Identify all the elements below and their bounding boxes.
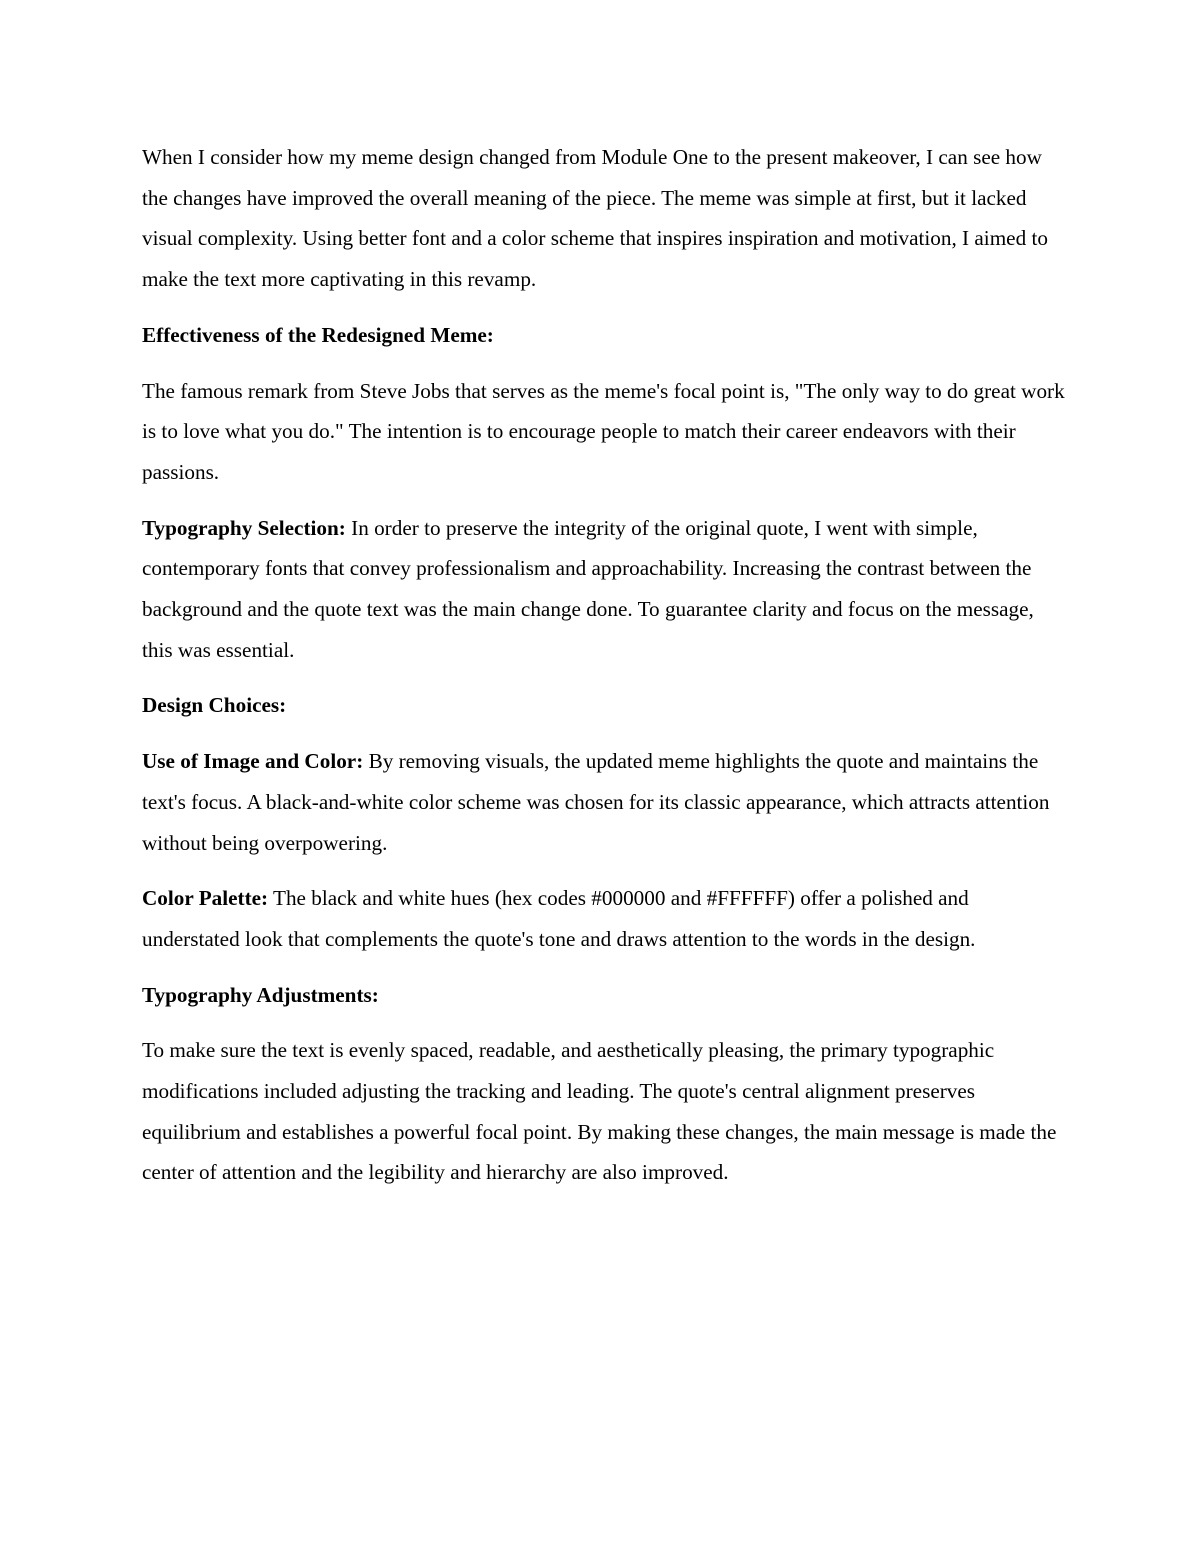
effectiveness-heading: Effectiveness of the Redesigned Meme:	[142, 322, 494, 347]
paragraph-spacer	[142, 960, 1065, 975]
color-palette-text: The black and white hues (hex codes #000000 and #FFFFFF) offer a polished and understated look that complements the quote's tone and draws attention to the words in the design.	[142, 886, 976, 951]
paragraph-spacer	[142, 493, 1065, 508]
typography-adjustments-paragraph: To make sure the text is evenly spaced, readable, and aesthetically pleasing, the primary typographic modifications included adjusting the tracking and leading. The quote's central alignment preserves equilibrium and establishes a powerful focal point. By making these changes, the main message is made the center of attention and the legibility and hierarchy are also improved.	[142, 1038, 1057, 1185]
paragraph-spacer	[142, 863, 1065, 878]
paragraph-spacer	[142, 670, 1065, 685]
effectiveness-paragraph: The famous remark from Steve Jobs that serves as the meme's focal point is, "The only way to do great work is to love what you do." The intention is to encourage people to match their career endeavors with their passions.	[142, 378, 1065, 484]
image-color-lead: Use of Image and Color:	[142, 749, 364, 774]
paragraph-spacer	[142, 726, 1065, 741]
image-color-text: By removing visuals, the updated meme highlights the quote and maintains the text's focus. A black-and-white color scheme was chosen for its classic appearance, which attracts attention without being overpowering.	[142, 749, 1050, 855]
paragraph-spacer	[142, 1015, 1065, 1030]
typography-selection-text: In order to preserve the integrity of the original quote, I went with simple, contemporary fonts that convey professionalism and approachability. Increasing the contrast between the background and the quote text was the main change done. To guarantee clarity and focus on the message, this was essential.	[142, 515, 1034, 662]
color-palette-lead: Color Palette:	[142, 886, 269, 911]
paragraph-spacer	[142, 300, 1065, 315]
typography-adjustments-heading: Typography Adjustments:	[142, 982, 379, 1007]
typography-selection-lead: Typography Selection:	[142, 515, 346, 540]
typography-selection-paragraph	[142, 508, 1065, 671]
image-color-paragraph	[142, 741, 1065, 863]
intro-paragraph: When I consider how my meme design changed from Module One to the present makeover, I can see how the changes have improved the overall meaning of the piece. The meme was simple at first, but it lacked visual complexity. Using better font and a color scheme that inspires inspiration and motivation, I aimed to make the text more captivating in this revamp.	[142, 145, 1048, 292]
paragraph-spacer	[142, 356, 1065, 371]
design-choices-heading: Design Choices:	[142, 693, 287, 718]
color-palette-paragraph	[142, 878, 1065, 959]
